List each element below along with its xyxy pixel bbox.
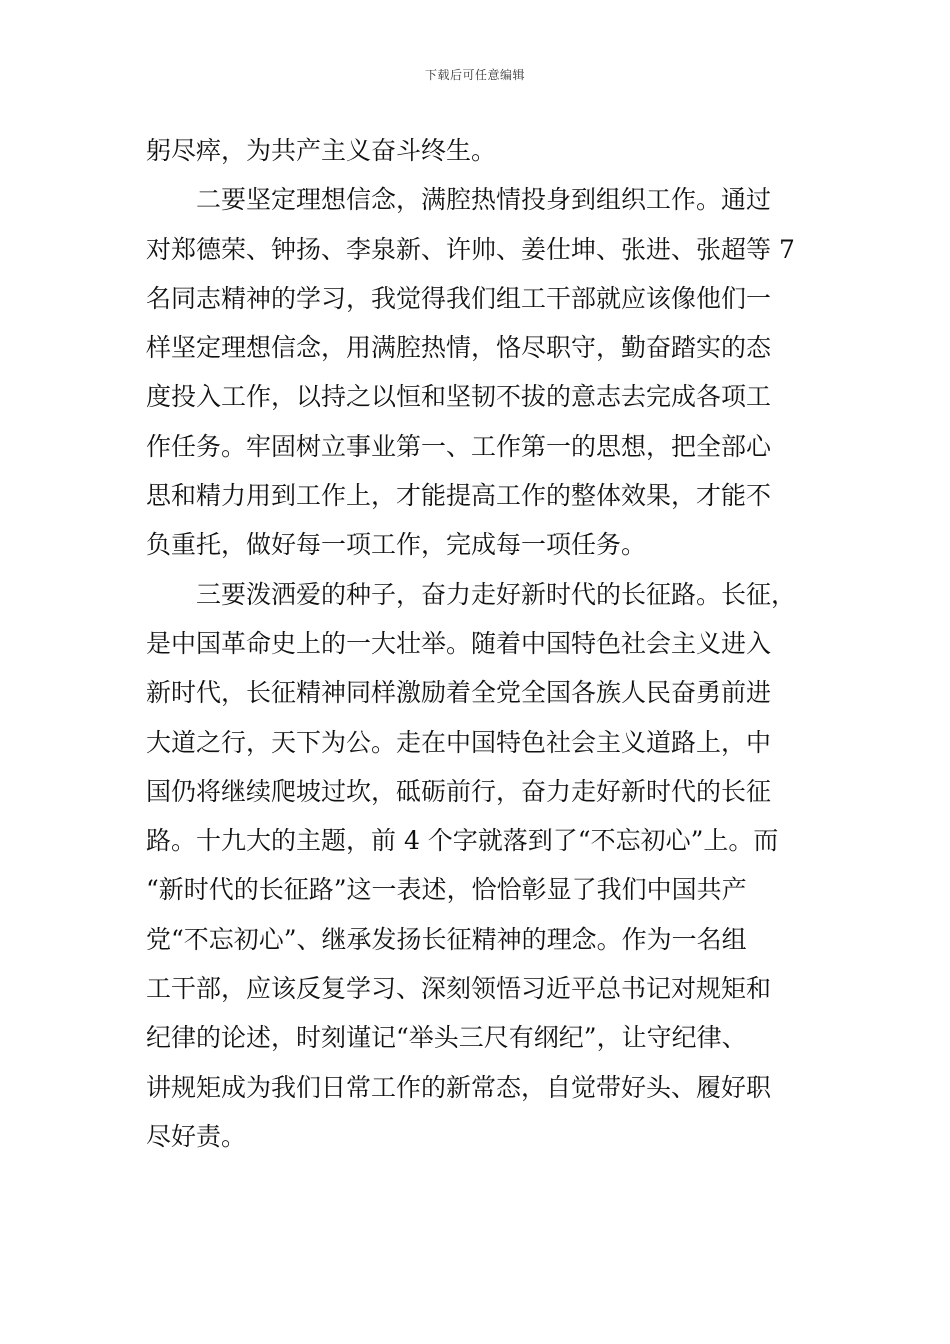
text-line: 新时代，长征精神同样激励着全党全国各族人民奋勇前进 [146,678,772,708]
text-line: 负重托，做好每一项工作，完成每一项任务。 [146,530,647,560]
text-line: 躬尽瘁，为共产主义奋斗终生。 [146,136,497,165]
text-line: 路。十九大的主题，前 4 个字就落到了“不忘初心”上。而 [146,826,779,856]
text-line: 思和精力用到工作上，才能提高工作的整体效果，才能不 [146,481,772,511]
text-line: 国仍将继续爬坡过坎，砥砺前行，奋力走好新时代的长征 [146,776,772,806]
text-line: 样坚定理想信念，用满腔热情，恪尽职守，勤奋踏实的态 [146,333,772,363]
text-line: 三要泼洒爱的种子，奋力走好新时代的长征路。长征， [196,579,797,609]
page-header: 下载后可任意编辑 [424,68,525,82]
text-line: 尽好责。 [146,1121,247,1151]
text-line: 讲规矩成为我们日常工作的新常态，自觉带好头、履好职 [146,1072,772,1102]
text-line: 是中国革命史上的一大壮举。随着中国特色社会主义进入 [146,628,772,658]
text-line: 二要坚定理想信念，满腔热情投身到组织工作。通过 [196,185,772,215]
text-line: 党“不忘初心”、继承发扬长征精神的理念。作为一名组 [146,924,747,954]
text-line: 对郑德荣、钟扬、李泉新、许帅、姜仕坤、张进、张超等 7 [146,234,795,264]
body-text [146,126,810,1161]
text-line: 作任务。牢固树立事业第一、工作第一的思想，把全部心 [146,431,772,461]
text-line: 工干部，应该反复学习、深刻领悟习近平总书记对规矩和 [146,974,772,1004]
text-line: 度投入工作，以持之以恒和坚韧不拔的意志去完成各项工 [146,382,772,412]
text-line: “新时代的长征路”这一表述，恰恰彰显了我们中国共产 [146,875,747,905]
text-line: 名同志精神的学习，我觉得我们组工干部就应该像他们一 [146,283,772,313]
text-line: 大道之行，天下为公。走在中国特色社会主义道路上，中 [146,727,772,757]
text-line: 纪律的论述，时刻谨记“举头三尺有纲纪”，让守纪律、 [146,1023,747,1053]
